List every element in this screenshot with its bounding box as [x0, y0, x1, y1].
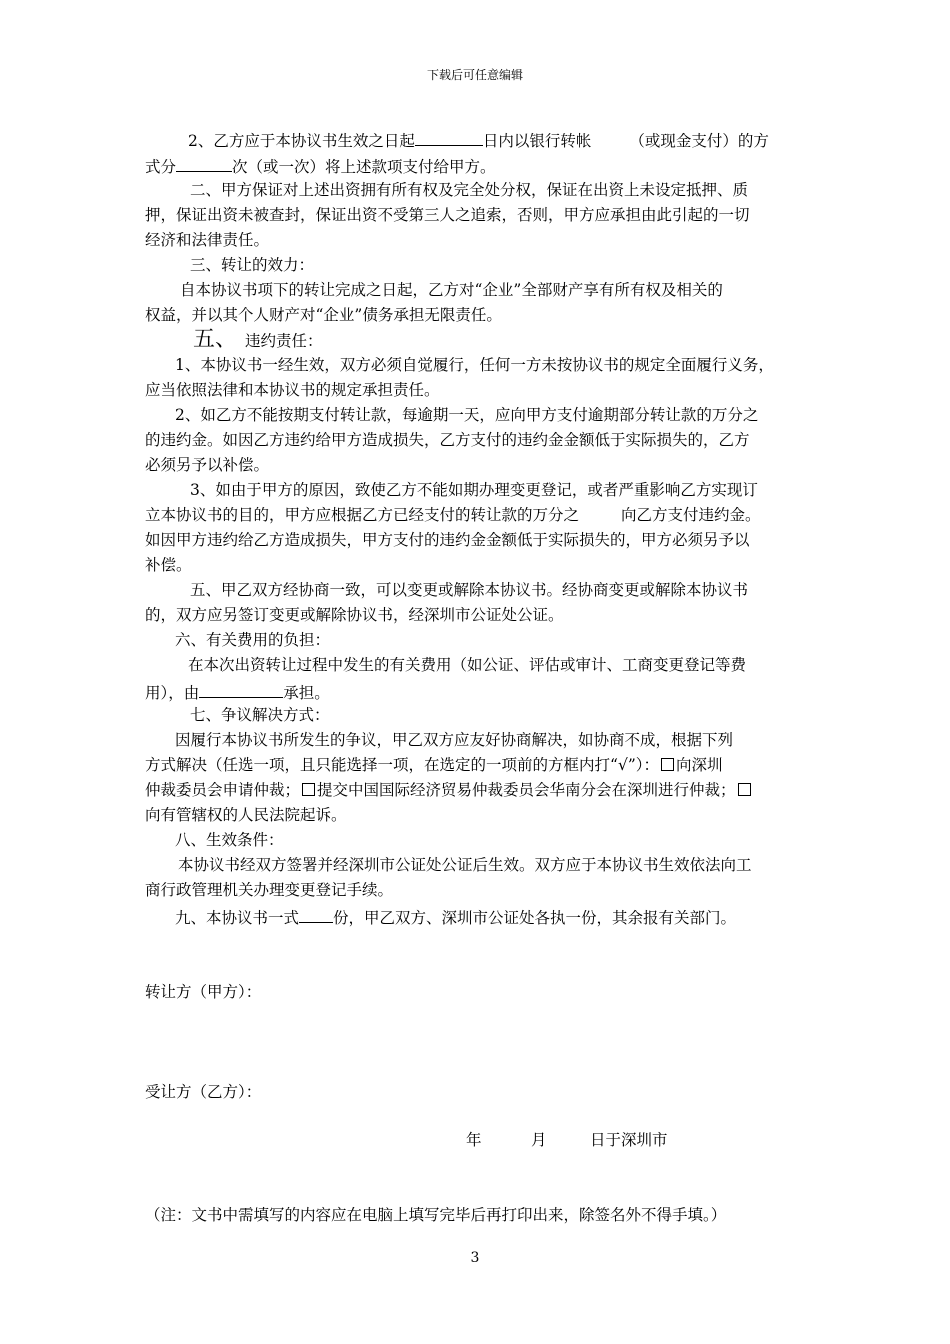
transferee-signature-label: 受让方（乙方）： [145, 1083, 262, 1101]
liability-3-line-1: 3、如由于甲方的原因，致使乙方不能如期办理变更登记，或者严重影响乙方实现订 [190, 481, 758, 499]
amend-line-1: 五、甲乙双方经协商一致，可以变更或解除本协议书。经协商变更或解除本协议书 [190, 581, 749, 599]
effective-heading: 八、生效条件： [175, 831, 284, 849]
blank-installments [176, 157, 232, 172]
date-year: 年 [466, 1131, 482, 1149]
page-number: 3 [470, 1250, 480, 1266]
date-month: 月 [531, 1131, 547, 1149]
effective-line-2: 商行政管理机关办理变更登记手续。 [145, 881, 394, 899]
warranty-line-3: 经济和法律责任。 [145, 231, 270, 249]
date-day-place: 日于深圳市 [590, 1131, 668, 1149]
fees-line-2: 用），由 承担。 [145, 684, 330, 702]
liability-2-line-3: 必须另予以补偿。 [145, 456, 270, 474]
checkmark-glyph: √ [617, 756, 628, 774]
effect-line-1: 自本协议书项下的转让完成之日起，乙方对“企业”全部财产享有所有权及相关的 [180, 281, 723, 299]
checkbox-court[interactable] [738, 783, 751, 796]
fees-heading: 六、有关费用的负担： [175, 631, 331, 649]
liability-heading: 五、 违约责任： [193, 327, 323, 352]
dispute-line-4: 向有管辖权的人民法院起诉。 [145, 806, 347, 824]
clause-2-line-2: 式分 次（或一次）将上述款项支付给甲方。 [145, 158, 496, 176]
warranty-line-2: 押，保证出资未被查封，保证出资不受第三人之追索，否则，甲方应承担由此引起的一切 [145, 206, 750, 224]
liability-2-line-2: 的违约金。如因乙方违约给甲方造成损失，乙方支付的违约金金额低于实际损失的，乙方 [145, 431, 750, 449]
amend-line-2: 的，双方应另签订变更或解除协议书，经深圳市公证处公证。 [145, 606, 564, 624]
liability-1-line-1: 1、本协议书一经生效，双方必须自觉履行，任何一方未按协议书的规定全面履行义务， [175, 356, 774, 374]
clause-2-line-1: 2、乙方应于本协议书生效之日起 日内以银行转帐 （或现金支付）的方 [188, 132, 769, 150]
liability-3-line-2: 立本协议书的目的，甲方应根据乙方已经支付的转让款的万分之 向乙方支付违约金。 [145, 506, 761, 524]
effect-heading: 三、转让的效力： [190, 256, 315, 274]
note: （注：文书中需填写的内容应在电脑上填写完毕后再打印出来，除签名外不得手填。） [145, 1206, 727, 1224]
effective-line-1: 本协议书经双方签署并经深圳市公证处公证后生效。双方应于本协议书生效依法向工 [178, 856, 752, 874]
dispute-heading: 七、争议解决方式： [190, 706, 330, 724]
dispute-line-2: 方式解决（任选一项，且只能选择一项，在选定的一项前的方框内打“√”）： 向深圳 [145, 756, 723, 774]
blank-fee-bearer [199, 683, 283, 698]
checkbox-shenzhen-arbitration[interactable] [661, 758, 674, 771]
checkbox-cietac-south-china[interactable] [302, 783, 315, 796]
effect-line-2: 权益，并以其个人财产对“企业”债务承担无限责任。 [145, 306, 502, 324]
copies-line: 九、本协议书一式 份，甲乙双方、深圳市公证处各执一份，其余报有关部门。 [175, 909, 737, 927]
liability-2-line-1: 2、如乙方不能按期支付转让款，每逾期一天，应向甲方支付逾期部分转让款的万分之 [175, 406, 759, 424]
transferor-signature-label: 转让方（甲方）： [145, 983, 262, 1001]
liability-3-line-4: 补偿。 [145, 556, 192, 574]
page-header: 下载后可任意编辑 [426, 68, 523, 82]
liability-1-line-2: 应当依照法律和本协议书的规定承担责任。 [145, 381, 440, 399]
dispute-line-3: 仲裁委员会申请仲裁； 提交中国国际经济贸易仲裁委员会华南分会在深圳进行仲裁； [145, 783, 753, 799]
blank-copies [299, 908, 333, 923]
dispute-line-1: 因履行本协议书所发生的争议，甲乙双方应友好协商解决，如协商不成，根据下列 [175, 731, 734, 749]
warranty-line-1: 二、甲方保证对上述出资拥有所有权及完全处分权，保证在出资上未设定抵押、质 [190, 181, 749, 199]
blank-days [415, 131, 483, 146]
liability-3-line-3: 如因甲方违约给乙方造成损失，甲方支付的违约金金额低于实际损失的，甲方必须另予以 [145, 531, 750, 549]
fees-line-1: 在本次出资转让过程中发生的有关费用（如公证、评估或审计、工商变更登记等费 [188, 656, 747, 674]
